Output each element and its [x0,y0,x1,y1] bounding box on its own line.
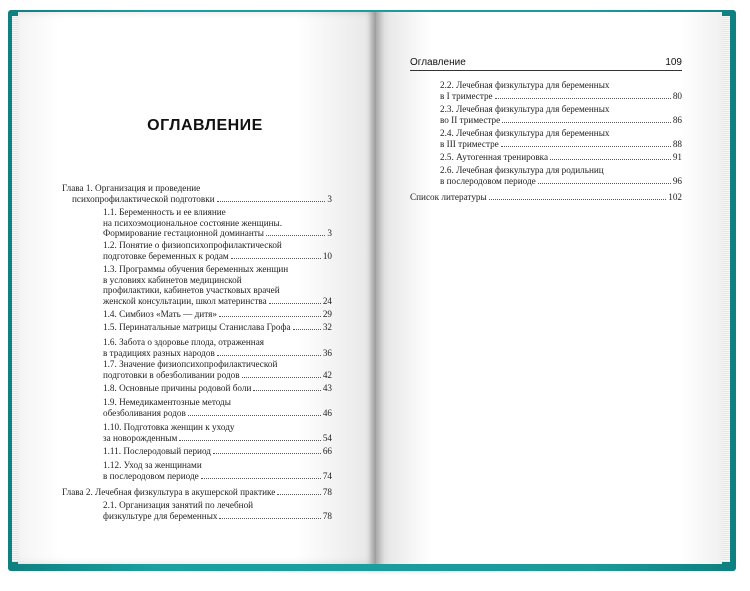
toc-page-number: 43 [322,383,332,393]
dot-leader [550,159,671,160]
dot-leader [179,440,321,441]
dot-leader [538,183,671,184]
toc-page-number: 32 [322,322,332,332]
toc-entry[interactable] [440,104,682,125]
toc-entry-line: Глава 1. Организация и проведение [62,183,201,193]
dot-leader [266,235,325,236]
toc-entry[interactable] [62,183,332,204]
toc-page-number: 24 [322,295,332,306]
toc-entry-line: 1.8. Основные причины родовой боли [103,383,252,393]
toc-entry[interactable] [103,500,332,521]
toc-entry-line: 2.5. Аутогенная тренировка [440,152,549,162]
toc-page-number: 29 [322,309,332,319]
toc-entry[interactable] [440,152,682,163]
toc-entry[interactable] [103,264,332,306]
dot-leader [201,478,321,479]
toc-entry-line: в III триместре [440,138,499,149]
toc-page-number: 78 [322,487,332,497]
toc-entry-line: женской консультации, школ материнства [103,295,267,306]
toc-entry-line: 2.2. Лечебная физкультура для беременных [440,80,610,90]
toc-page-number: 78 [322,510,332,521]
toc-entry-line: психопрофилактической подготовки [72,193,215,204]
toc-entry[interactable] [103,337,332,358]
toc-entry-line: 1.11. Послеродовый период [103,446,211,456]
toc-entry-line: 2.4. Лечебная физкультура для беременных [440,128,610,138]
toc-entry-line: в послеродовом периоде [440,175,536,186]
toc-entry[interactable] [103,309,332,320]
toc-entry-line: обезболивания родов [103,407,186,418]
toc-entry-line: 1.6. Забота о здоровье плода, отраженная [103,337,265,347]
header-rule [410,70,682,71]
toc-page-number: 88 [672,138,682,149]
page-number: 109 [665,57,682,68]
toc-entry[interactable] [103,322,332,333]
toc-entry-line: во II триместре [440,114,501,125]
running-title: Оглавление [410,57,466,68]
toc-entry[interactable] [440,165,682,186]
toc-entry[interactable] [62,487,332,498]
dot-leader [217,201,326,202]
toc-page-number: 86 [672,114,682,125]
toc-entry-line: 2.1. Организация занятий по лечебной [103,500,254,510]
toc-entry-line: в I триместре [440,90,493,101]
toc-page-number: 36 [322,347,332,358]
dot-leader [213,453,321,454]
toc-entry-line: профилактики, кабинетов участковых врачей [103,285,280,296]
dot-leader [231,258,321,259]
dot-leader [253,390,320,391]
toc-entry[interactable] [440,80,682,101]
dot-leader [217,355,321,356]
dot-leader [219,316,321,317]
toc-entry-line: в традициях разных народов [103,347,215,358]
toc-entry[interactable] [103,240,332,261]
toc-entry[interactable] [103,422,332,443]
dot-leader [277,494,320,495]
dot-leader [489,199,667,200]
dot-leader [219,518,320,519]
toc-entry[interactable] [103,397,332,418]
dot-leader [188,415,321,416]
toc-entry-line: 2.6. Лечебная физкультура для родильниц [440,165,604,175]
toc-entry[interactable] [103,446,332,457]
toc-entry-line: 1.4. Симбиоз «Мать — дитя» [103,309,217,319]
toc-entry-line: в условиях кабинетов медицинской [103,274,242,285]
toc-page-number: 74 [322,470,332,481]
toc-page-number: 66 [322,446,332,456]
toc-entry-line: 1.2. Понятие о физиопсихопрофилактической [103,240,282,250]
toc-page-number: 54 [322,432,332,443]
toc-entry-line: Глава 2. Лечебная физкультура в акушерской практике [62,487,276,497]
toc-entry-line: 1.5. Перинатальные матрицы Станислава Грофа [103,322,291,332]
toc-entry-line: 2.3. Лечебная физкультура для беременных [440,104,610,114]
toc-entry-line: 1.12. Уход за женщинами [103,460,202,470]
toc-entry-line: 1.10. Подготовка женщин к уходу [103,422,235,432]
dot-leader [269,303,321,304]
toc-entry-line: Список литературы [410,192,487,202]
dot-leader [293,329,321,330]
toc-page-number: 10 [322,250,332,261]
toc-page-number: 3 [327,228,332,239]
toc-entry-line: на психоэмоциональное состояние женщины. [103,217,283,228]
dot-leader [502,122,671,123]
toc-entry[interactable] [103,460,332,481]
toc-entry[interactable] [440,128,682,149]
toc-entry-line: за новорожденным [103,432,178,443]
page-edges-right [722,16,730,562]
toc-entry[interactable] [410,192,682,203]
toc-entry-line: физкультуре для беременных [103,510,218,521]
toc-entry[interactable] [103,207,332,239]
toc-entry-line: 1.9. Немедикаментозные методы [103,397,231,407]
toc-page-number: 46 [322,407,332,418]
toc-entry-line: Формирование гестационной доминанты [103,228,264,239]
toc-page-number: 3 [327,193,332,204]
toc-entry-line: подготовки в обезболивании родов [103,369,240,380]
toc-entry[interactable] [103,359,332,380]
toc-page-number: 102 [668,192,682,202]
toc-entry-line: 1.7. Значение физиопсихопрофилактической [103,359,278,369]
toc-page-number: 91 [672,152,682,162]
dot-leader [501,146,671,147]
toc-entry[interactable] [103,383,332,394]
toc-page-number: 96 [672,175,682,186]
book-gutter [368,12,384,564]
toc-entry-line: 1.1. Беременность и ее влияние [103,207,226,217]
toc-entry-line: 1.3. Программы обучения беременных женщин [103,264,289,274]
dot-leader [242,377,321,378]
dot-leader [495,98,671,99]
toc-entry-line: в послеродовом периоде [103,470,199,481]
toc-entry-line: подготовке беременных к родам [103,250,229,261]
toc-page-number: 42 [322,369,332,380]
toc-page-number: 80 [672,90,682,101]
page-title: ОГЛАВЛЕНИЕ [147,117,263,134]
